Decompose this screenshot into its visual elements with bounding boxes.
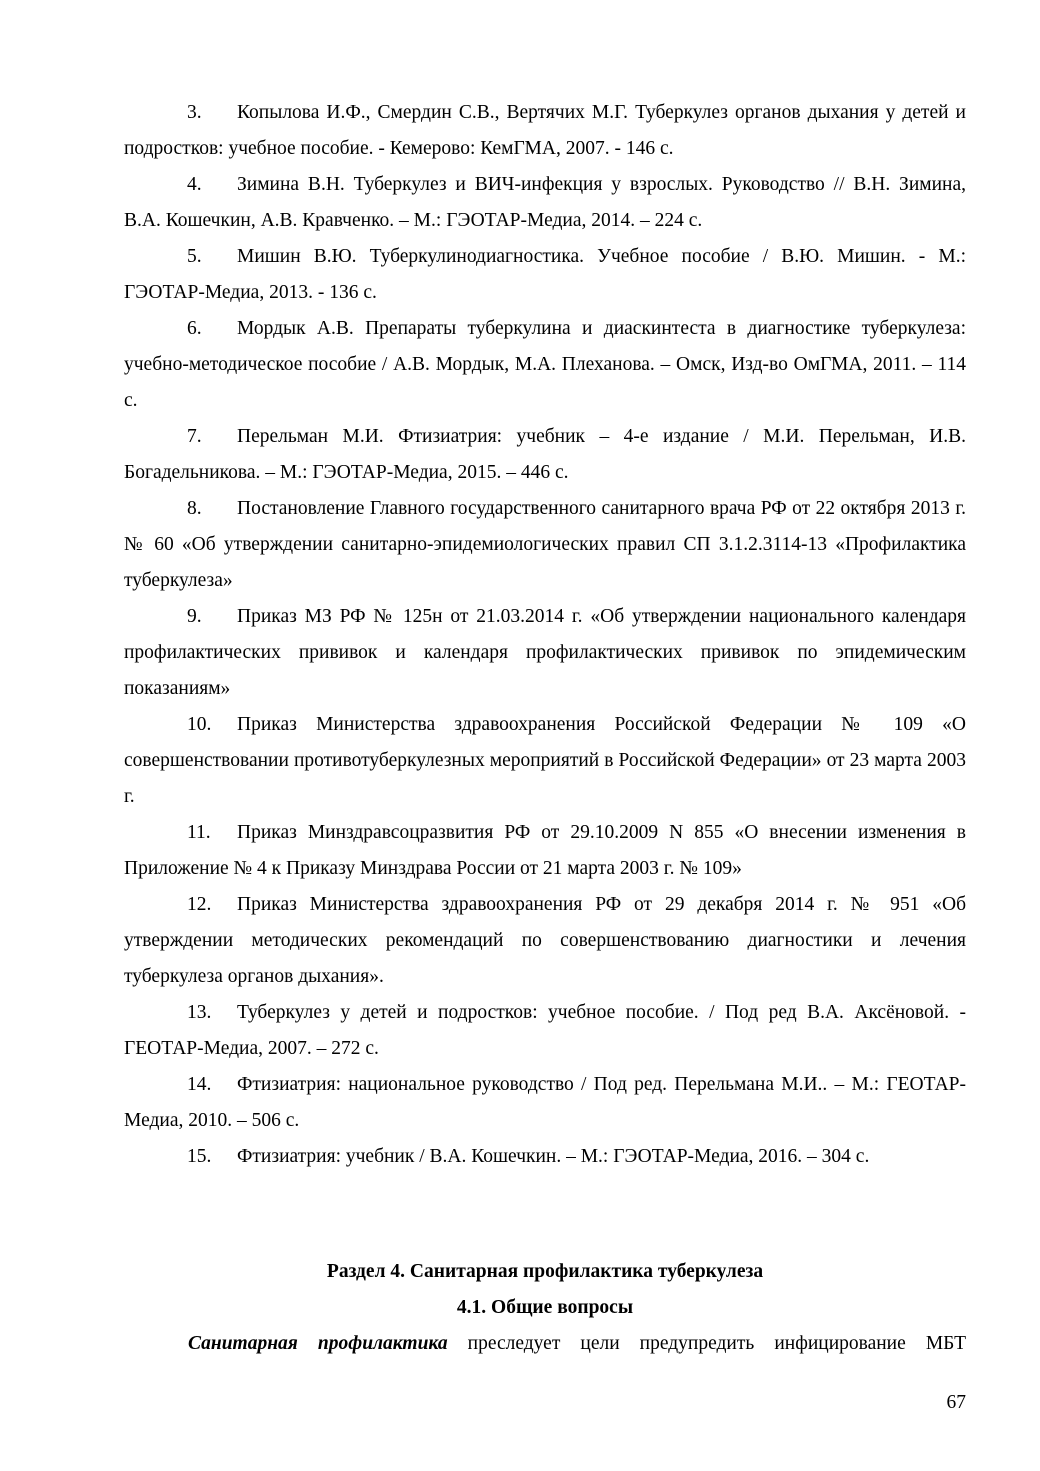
reference-text: Мордык А.В. Препараты туберкулина и диаскинтеста в диагностике туберкулеза: учебно-методическое пособие / А.В. Мордык, М.А. Плеханова. – Омск, Изд-во ОмГМА, 2011. – 114 с. [124, 318, 966, 411]
reference-item [124, 707, 966, 815]
reference-text: Зимина В.Н. Туберкулез и ВИЧ-инфекция у взрослых. Руководство // В.Н. Зимина, В.А. Кошечкин, А.В. Кравченко. – М.: ГЭОТАР-Медиа, 2014. – 224 с. [124, 174, 966, 231]
reference-text: Приказ МЗ РФ № 125н от 21.03.2014 г. «Об утверждении национального календаря профилактических прививок и календаря профилактических прививок по эпидемическим показаниям» [124, 606, 966, 699]
page-number: 67 [946, 1392, 966, 1413]
reference-item [124, 887, 966, 995]
reference-text: Фтизиатрия: национальное руководство / Под ред. Перельмана М.И.. – М.: ГЕОТАР-Медиа, 2010. – 506 с. [124, 1074, 966, 1131]
reference-text: Фтизиатрия: учебник / В.А. Кошечкин. – М.: ГЭОТАР-Медиа, 2016. – 304 с. [237, 1146, 870, 1167]
reference-item [124, 419, 966, 491]
reference-item [124, 491, 966, 599]
reference-text: Постановление Главного государственного санитарного врача РФ от 22 октября 2013 г. № 60 «Об утверждении санитарно-эпидемиологических правил СП 3.1.2.3114-13 «Профилактика туберкулеза» [124, 498, 966, 591]
reference-item [124, 599, 966, 707]
reference-list [124, 95, 966, 1175]
reference-number: 15. [187, 1146, 212, 1167]
reference-item [124, 1067, 966, 1139]
reference-text: Туберкулез у детей и подростков: учебное пособие. / Под ред В.А. Аксёновой. - ГЕОТАР-Медиа, 2007. – 272 с. [124, 1002, 966, 1059]
reference-text: Приказ Министерства здравоохранения Российской Федерации № 109 «О совершенствовании противотуберкулезных мероприятий в Российской Федерации» от 23 марта 2003 г. [124, 714, 966, 807]
reference-number: 5. [187, 246, 202, 267]
reference-text: Приказ Министерства здравоохранения РФ от 29 декабря 2014 г. № 951 «Об утверждении методических рекомендаций по совершенствованию диагностики и лечения туберкулеза органов дыхания». [124, 894, 966, 987]
section-heading: Раздел 4. Санитарная профилактика туберкулеза [326, 1261, 764, 1282]
reference-text: Перельман М.И. Фтизиатрия: учебник – 4-е издание / М.И. Перельман, И.В. Богадельникова. – М.: ГЭОТАР-Медиа, 2015. – 446 с. [124, 426, 966, 483]
subsection-heading: 4.1. Общие вопросы [456, 1297, 634, 1318]
reference-item [124, 1139, 966, 1175]
reference-number: 11. [187, 822, 211, 843]
lead-paragraph [124, 1326, 966, 1362]
lead-text: преследует цели предупредить инфицирование МБТ [447, 1333, 967, 1354]
reference-item [124, 995, 966, 1067]
reference-number: 13. [187, 1002, 212, 1023]
reference-number: 8. [187, 498, 202, 519]
reference-item [124, 311, 966, 419]
reference-number: 12. [187, 894, 212, 915]
reference-item [124, 167, 966, 239]
lead-emphasis: Санитарная профилактика [188, 1333, 448, 1354]
reference-number: 10. [187, 714, 212, 735]
reference-item [124, 239, 966, 311]
reference-number: 3. [187, 102, 202, 123]
reference-number: 7. [187, 426, 202, 447]
reference-text: Приказ Минздравсоцразвития РФ от 29.10.2009 N 855 «О внесении изменения в Приложение № 4 к Приказу Минздрава России от 21 марта 2003 г. № 109» [124, 822, 966, 879]
reference-number: 6. [187, 318, 202, 339]
reference-number: 4. [187, 174, 202, 195]
reference-item [124, 815, 966, 887]
reference-item [124, 95, 966, 167]
reference-number: 14. [187, 1074, 212, 1095]
reference-text: Мишин В.Ю. Туберкулинодиагностика. Учебное пособие / В.Ю. Мишин. - М.: ГЭОТАР-Медиа, 2013. - 136 с. [124, 246, 966, 303]
reference-text: Копылова И.Ф., Смердин С.В., Вертячих М.Г. Туберкулез органов дыхания у детей и подростков: учебное пособие. - Кемерово: КемГМА, 2007. - 146 с. [124, 102, 966, 159]
reference-number: 9. [187, 606, 202, 627]
